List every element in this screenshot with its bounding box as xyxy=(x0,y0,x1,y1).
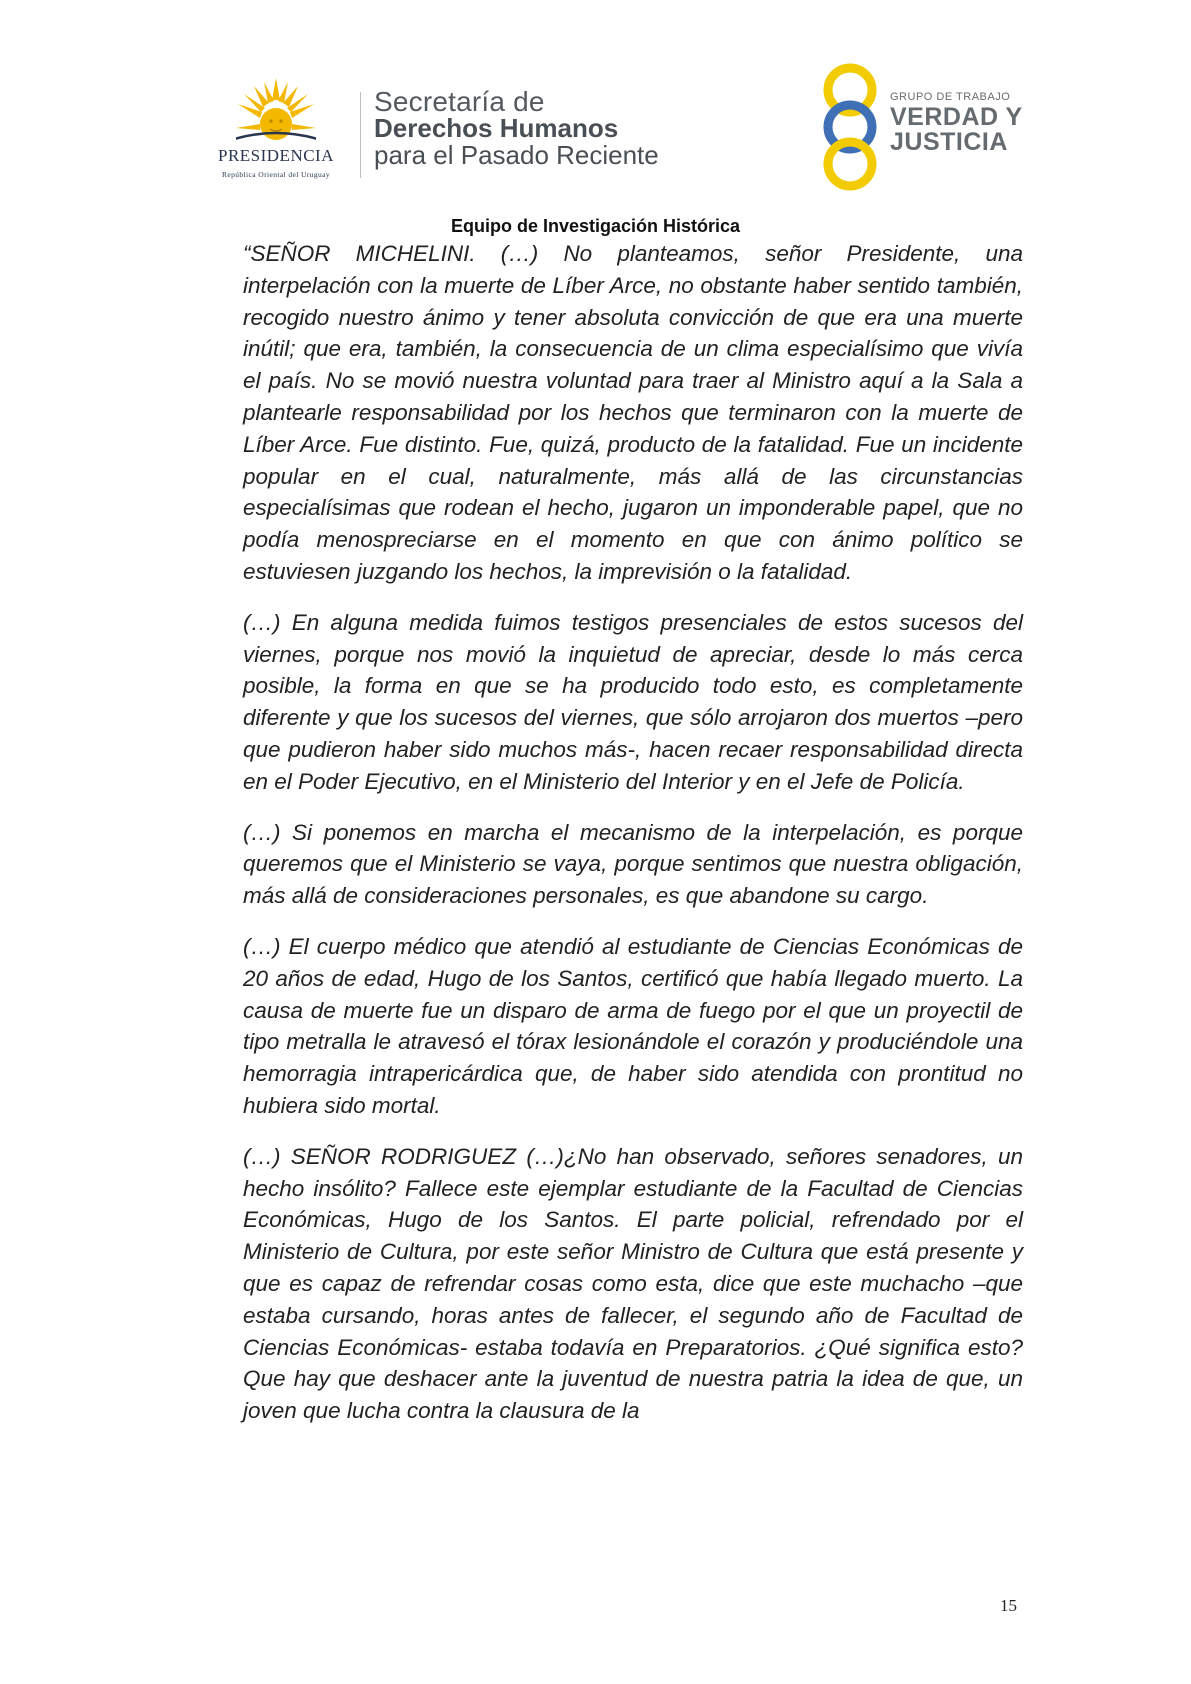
grupo-line-2: VERDAD Y xyxy=(890,103,1023,131)
linked-rings-icon xyxy=(810,62,890,192)
paragraph: (…) Si ponemos en marcha el mecanismo de la interpelación, es porque queremos que el Ministerio se vaya, porque sentimos que nuestra obligación, más allá de consideraciones personales, es que abandone su cargo. xyxy=(243,819,1023,909)
secretaria-line-3: para el Pasado Reciente xyxy=(374,140,659,170)
presidencia-name: PRESIDENCIA xyxy=(217,146,334,165)
page-number: 15 xyxy=(1000,1596,1017,1615)
paragraph: (…) SEÑOR RODRIGUEZ (…)¿No han observado, señores senadores, un hecho insólito? Fallece este ejemplar estudiante de la Facultad de Ciencias Económicas, Hugo de los Santos. El parte policial, refrendado por el Ministerio de Cultura, por este señor Ministro de Cultura que está presente y que es capaz de refrendar cosas como esta, dice que este muchacho –que estaba cursando, horas antes de fallecer, el segundo año de Facultad de Ciencias Económicas- estaba todavía en Preparatorios. ¿Qué significa esto? Que hay que deshacer ante la juventud de nuestra patria la idea de que, un joven que lucha contra la clausura de la xyxy=(243,1143,1023,1424)
paragraph: (…) En alguna medida fuimos testigos presenciales de estos sucesos del viernes, porque nos movió la inquietud de apreciar, desde lo más cerca posible, la forma en que se ha producido todo esto, es completamente diferente y que los sucesos del viernes, que sólo arrojaron dos muertos –pero que pudieron haber sido muchos más-, hacen recaer responsabilidad directa en el Poder Ejecutivo, en el Ministerio del Interior y en el Jefe de Policía. xyxy=(243,609,1023,794)
grupo-line-3: JUSTICIA xyxy=(890,128,1008,156)
paragraph: (…) El cuerpo médico que atendió al estudiante de Ciencias Económicas de 20 años de edad, Hugo de los Santos, certificó que había llegado muerto. La causa de muerte fue un disparo de arma de fuego por el que un proyectil de tipo metralla le atravesó el tórax lesionándole el corazón y produciéndole una hemorragia intrapericárdica que, de haber sido atendida con prontitud no hubiera sido mortal. xyxy=(243,933,1023,1118)
paragraph: “SEÑOR MICHELINI. (…) No planteamos, señor Presidente, una interpelación con la muerte de Líber Arce, no obstante haber sentido también, recogido nuestro ánimo y tener absoluta convicción de que era una muerte inútil; que era, también, la consecuencia de un clima especialísimo que vivía el país. No se movió nuestra voluntad para traer al Ministro aquí a la Sala a plantearle responsabilidad por los hechos que terminaron con la muerte de Líber Arce. Fue distinto. Fue, quizá, producto de la fatalidad. Fue un incidente popular en el cual, naturalmente, más allá de las circunstancias especialísimas que rodean el hecho, jugaron un imponderable papel, que no podía menospreciarse en el momento en que con ánimo político se estuviesen juzgando los hechos, la imprevisión o la fatalidad. xyxy=(243,241,1023,584)
verdad-justicia-text xyxy=(890,92,1023,155)
secretaria-logo-text xyxy=(374,88,659,169)
sun-emblem-icon xyxy=(236,78,316,148)
secretaria-line-1: Secretaría de xyxy=(374,86,545,117)
presidencia-logo xyxy=(196,78,356,188)
verdad-justicia-logo xyxy=(810,62,1030,192)
grupo-line-1: GRUPO DE TRABAJO xyxy=(890,91,1011,103)
header-divider xyxy=(360,92,361,178)
secretaria-line-2: Derechos Humanos xyxy=(374,113,619,143)
page-header xyxy=(0,0,1191,210)
presidencia-subtitle: República Oriental del Uruguay xyxy=(221,170,330,179)
team-title: Equipo de Investigación Histórica xyxy=(450,216,741,236)
document-body xyxy=(243,238,1023,1446)
